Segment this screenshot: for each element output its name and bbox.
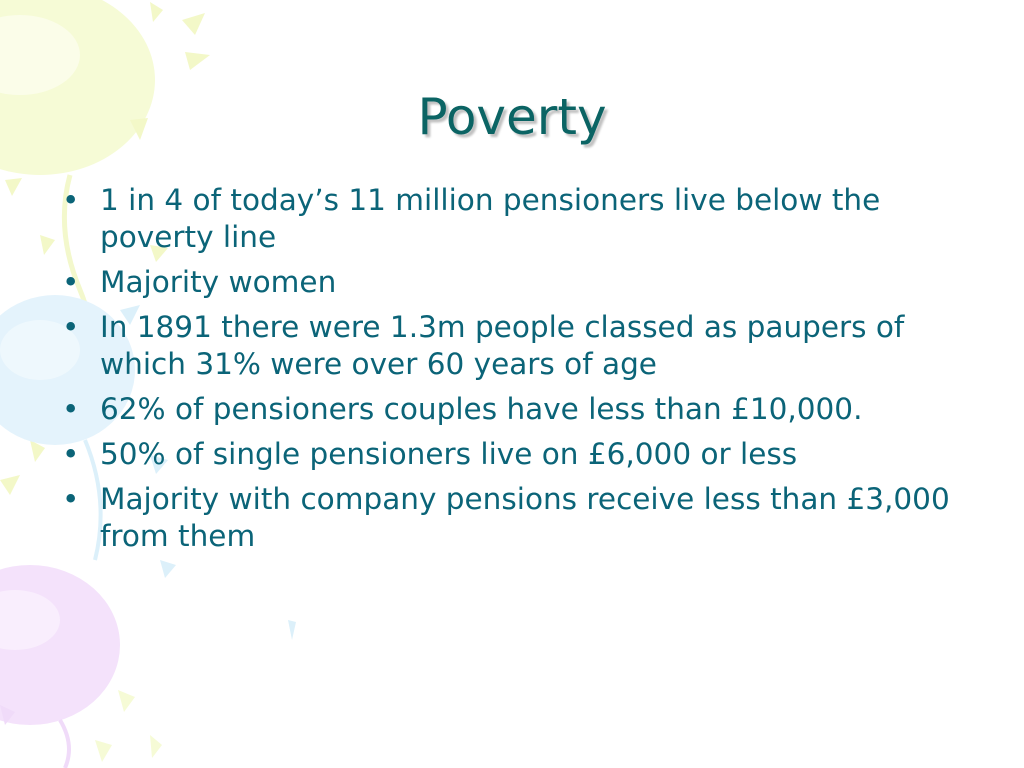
bullet-text: Majority women (100, 265, 337, 299)
bullet-text: Majority with company pensions receive less than £3,000 from them (100, 482, 950, 553)
bullet-icon: • (62, 437, 80, 471)
bullet-icon: • (62, 265, 80, 299)
sparkle-shape (0, 475, 20, 495)
sparkle-shape (118, 690, 135, 712)
bullet-icon: • (62, 392, 80, 426)
bullet-text: 50% of single pensioners live on £6,000 or less (100, 437, 798, 471)
sparkle-shape (182, 13, 205, 35)
sparkle-shape (288, 620, 296, 640)
bullet-text: 1 in 4 of today’s 11 million pensioners live below the poverty line (100, 183, 881, 254)
sparkle-shape (150, 735, 162, 758)
sparkle-shape (95, 740, 112, 762)
bullet-icon: • (62, 183, 80, 217)
sparkle-shape (5, 178, 22, 196)
list-item (62, 391, 962, 428)
list-item (62, 264, 962, 301)
bullet-text: 62% of pensioners couples have less than £10,000. (100, 392, 863, 426)
bullet-text: In 1891 there were 1.3m people classed as paupers of which 31% were over 60 years of age (100, 310, 905, 381)
list-item (62, 436, 962, 473)
list-item (62, 309, 962, 383)
bullet-icon: • (62, 482, 80, 516)
bullet-icon: • (62, 310, 80, 344)
sparkle-shape (40, 235, 55, 255)
bullet-list (62, 182, 962, 563)
slide-title: Poverty (417, 88, 607, 146)
purple-balloon-string (60, 720, 69, 768)
list-item (62, 481, 962, 555)
sparkle-shape (150, 2, 163, 22)
sparkle-shape (185, 52, 210, 70)
list-item (62, 182, 962, 256)
